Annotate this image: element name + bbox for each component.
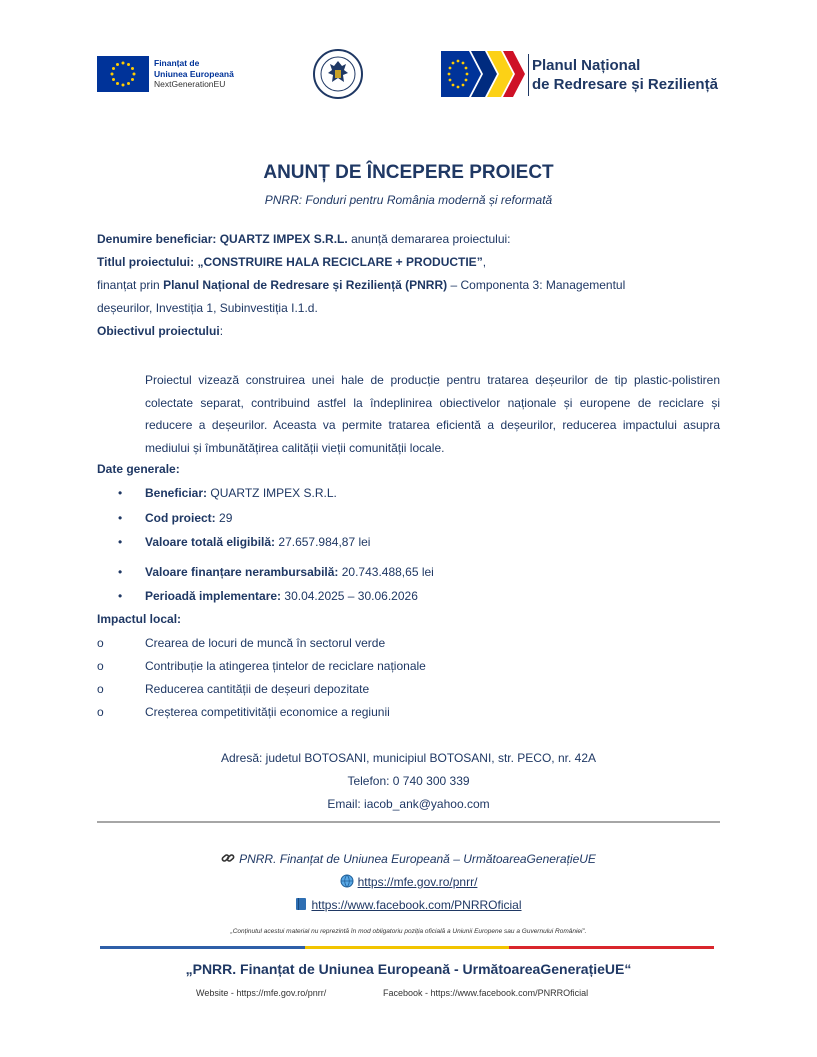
eu-line-3: NextGenerationEU: [154, 79, 226, 89]
general-item-value: 29: [219, 511, 233, 525]
pnrr-flag-icon: [441, 51, 525, 97]
general-item: [145, 511, 232, 525]
bullet-dot: •: [118, 565, 123, 579]
tricolor-bar: [100, 946, 714, 949]
eu-line-1: Finanțat de: [154, 58, 200, 68]
objective-colon: :: [219, 324, 224, 338]
eu-funding-label: [154, 58, 234, 90]
pnrr-logo-divider: [528, 54, 529, 96]
footer-website-line: [0, 874, 817, 891]
link-icon: [221, 851, 235, 868]
funding-suffix: – Componenta 3: Managementul: [450, 278, 626, 292]
general-item-value: 20.743.488,65 lei: [341, 565, 434, 579]
impact-heading: Impactul local:: [97, 612, 182, 626]
impact-item: Contribuție la atingerea țintelor de reciclare naționale: [145, 659, 426, 673]
general-item-label: Beneficiar:: [145, 486, 208, 500]
bullet-dot: •: [118, 535, 123, 549]
footer-facebook-line: [0, 897, 817, 914]
general-item: [145, 486, 337, 500]
objective-paragraph: Proiectul vizează construirea unei hale de producție pentru tratarea deșeurilor de tip plastic-polistiren colectate separat, contribuind astfel la îndeplinirea obiectivelor naționale și europene de reciclare și reducere a deșeurilor. Aceasta va permite tratarea eficientă a deșeurilor, reducerea impactului asupra mediului și îmbunătățirea calității vieții comunității locale.: [145, 373, 720, 456]
impact-item: Reducerea cantității de deșeuri depozitate: [145, 682, 370, 696]
beneficiary-label: Denumire beneficiar:: [97, 232, 217, 246]
bullet-dot: •: [118, 589, 123, 603]
general-item-label: Valoare finanțare nerambursabilă:: [145, 565, 339, 579]
bullet-dot: •: [118, 511, 123, 525]
government-seal-icon: [312, 48, 364, 100]
impact-marker: o: [97, 705, 104, 719]
contact-email: Email: iacob_ank@yahoo.com: [327, 797, 490, 811]
pnrr-line-2: de Redresare și Reziliență: [532, 76, 718, 93]
footer-tagline-line: [0, 851, 817, 868]
globe-icon: [340, 874, 354, 891]
funding-prefix: finanțat prin: [97, 278, 160, 292]
website-link[interactable]: https://mfe.gov.ro/pnrr/: [357, 875, 478, 889]
impact-marker: o: [97, 682, 104, 696]
general-item: [145, 535, 370, 549]
impact-marker: o: [97, 659, 104, 673]
contact-address: Adresă: judetul BOTOSANI, municipiul BOTOSANI, str. PECO, nr. 42A: [220, 751, 597, 765]
general-item-value: 30.04.2025 – 30.06.2026: [284, 589, 418, 603]
footer-tagline: PNRR. Finanțat de Uniunea Europeană – UrmătoareaGenerațieUE: [239, 852, 596, 866]
objective-heading: [97, 324, 223, 338]
beneficiary-line: [97, 232, 511, 246]
contact-phone: Telefon: 0 740 300 339: [347, 774, 470, 788]
footer-slogan: „PNRR. Finanțat de Uniunea Europeană - UrmătoareaGenerațieUE“: [185, 961, 632, 977]
pnrr-logo-text: [532, 56, 718, 94]
general-item-value: QUARTZ IMPEX S.R.L.: [210, 486, 337, 500]
funding-line: [97, 278, 625, 292]
pnrr-line-1: Planul Național: [532, 57, 641, 74]
footer-facebook-text: Facebook - https://www.facebook.com/PNRROficial: [383, 988, 589, 998]
general-item: [145, 589, 418, 603]
project-title-suffix: ,: [482, 255, 487, 269]
facebook-link[interactable]: https://www.facebook.com/PNRROficial: [311, 898, 522, 912]
project-title-line: [97, 255, 486, 269]
page-title: ANUNȚ DE ÎNCEPERE PROIECT: [263, 162, 554, 183]
general-heading: Date generale:: [97, 462, 180, 476]
beneficiary-suffix: anunță demararea proiectului:: [351, 232, 511, 246]
section-divider: [97, 821, 720, 823]
bullet-dot: •: [118, 486, 123, 500]
footer-website-text: Website - https://mfe.gov.ro/pnrr/: [196, 988, 327, 998]
project-title-label: Titlul proiectului:: [97, 255, 195, 269]
general-item-label: Perioadă implementare:: [145, 589, 282, 603]
funding-line-2: deșeurilor, Investiția 1, Subinvestiția I.1.d.: [97, 301, 318, 315]
impact-marker: o: [97, 636, 104, 650]
impact-item: Creșterea competitivității economice a regiunii: [145, 705, 390, 719]
disclaimer: „Conținutul acestui material nu reprezintă în mod obligatoriu poziția oficială a Uniunii Europene sau a Guvernului României”.: [230, 928, 587, 935]
objective-label: Obiectivul proiectului: [97, 324, 220, 338]
page-subtitle: PNRR: Fonduri pentru România modernă și reformată: [264, 193, 553, 207]
impact-item: Crearea de locuri de muncă în sectorul verde: [145, 636, 386, 650]
general-item-label: Cod proiect:: [145, 511, 216, 525]
beneficiary-name: QUARTZ IMPEX S.R.L.: [219, 232, 348, 246]
book-icon: [295, 897, 307, 914]
eu-line-2: Uniunea Europeană: [154, 68, 234, 79]
general-item-label: Valoare totală eligibilă:: [145, 535, 276, 549]
project-title: „CONSTRUIRE HALA RECICLARE + PRODUCTIE”: [197, 255, 483, 269]
funding-program: Planul Național de Redresare și Reziliență (PNRR): [163, 278, 448, 292]
general-item-value: 27.657.984,87 lei: [278, 535, 371, 549]
general-item: [145, 565, 434, 579]
eu-flag-icon: [97, 56, 149, 92]
